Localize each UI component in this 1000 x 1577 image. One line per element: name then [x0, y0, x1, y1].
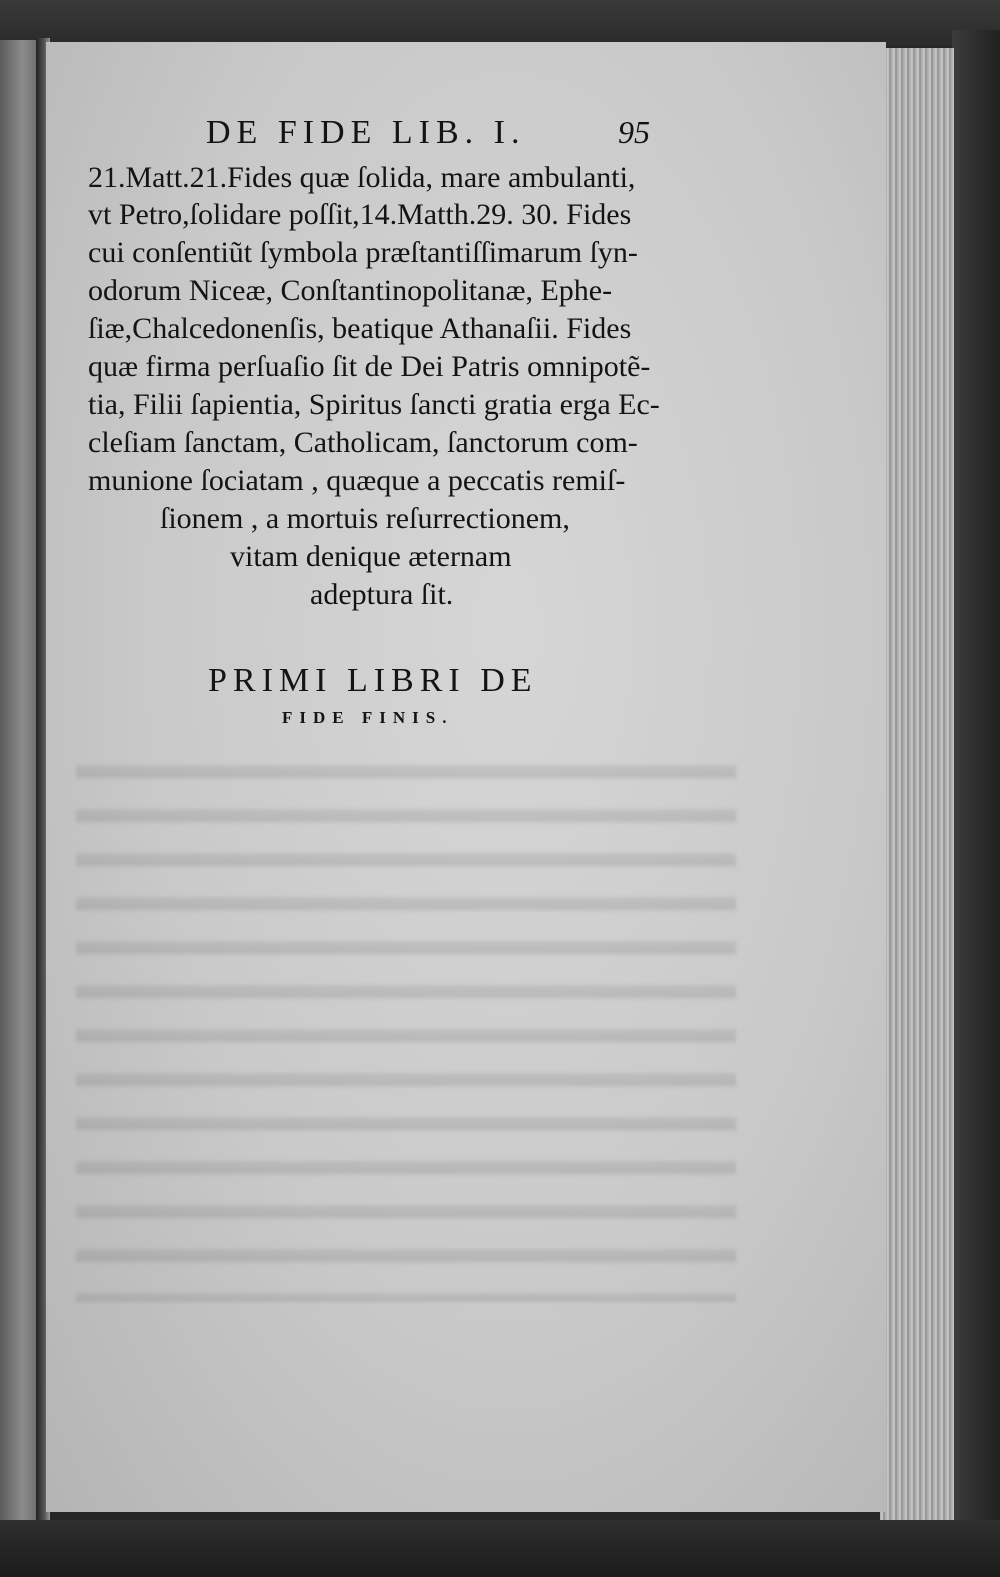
page-edges — [880, 48, 954, 1520]
body-line: ſionem , a mortuis reſurrectionem, — [160, 502, 570, 535]
body-line: vt Petro,ſolidare poſſit,14.Matth.29. 30. Fides — [88, 198, 632, 231]
facing-page-edge — [0, 40, 40, 1520]
body-line: cui conſentiũt ſymbola præſtantiſſimarum ſyn- — [88, 236, 638, 269]
body-line: cleſiam ſanctam, Catholicam, ſanctorum com- — [88, 426, 638, 459]
backdrop-top — [0, 0, 1000, 46]
backdrop-bottom — [0, 1520, 1000, 1577]
body-line: tia, Filii ſapientia, Spiritus ſancti gratia erga Ec- — [88, 388, 660, 421]
body-line: ſiæ,Chalcedonenſis, beatique Athanaſii. Fides — [88, 312, 632, 345]
section-title: PRIMI LIBRI DE — [208, 662, 538, 699]
body-line: vitam denique æternam — [230, 540, 512, 573]
body-line: odorum Niceæ, Conſtantinopolitanæ, Ephe- — [88, 274, 613, 307]
page-text — [46, 42, 886, 1512]
book-page — [46, 42, 886, 1512]
body-line: munione ſociatam , quæque a peccatis remiſ- — [88, 464, 626, 497]
body-line: quæ firma perſuaſio ſit de Dei Patris omnipotẽ- — [88, 350, 651, 383]
running-head: DE FIDE LIB. I. — [206, 114, 526, 151]
body-line: adeptura ſit. — [310, 578, 454, 611]
page-number: 95 — [618, 114, 650, 150]
book-cover-edge — [952, 30, 1000, 1530]
body-line: 21.Matt.21.Fides quæ ſolida, mare ambulanti, — [88, 161, 636, 194]
section-subtitle: FIDE FINIS. — [282, 708, 454, 727]
